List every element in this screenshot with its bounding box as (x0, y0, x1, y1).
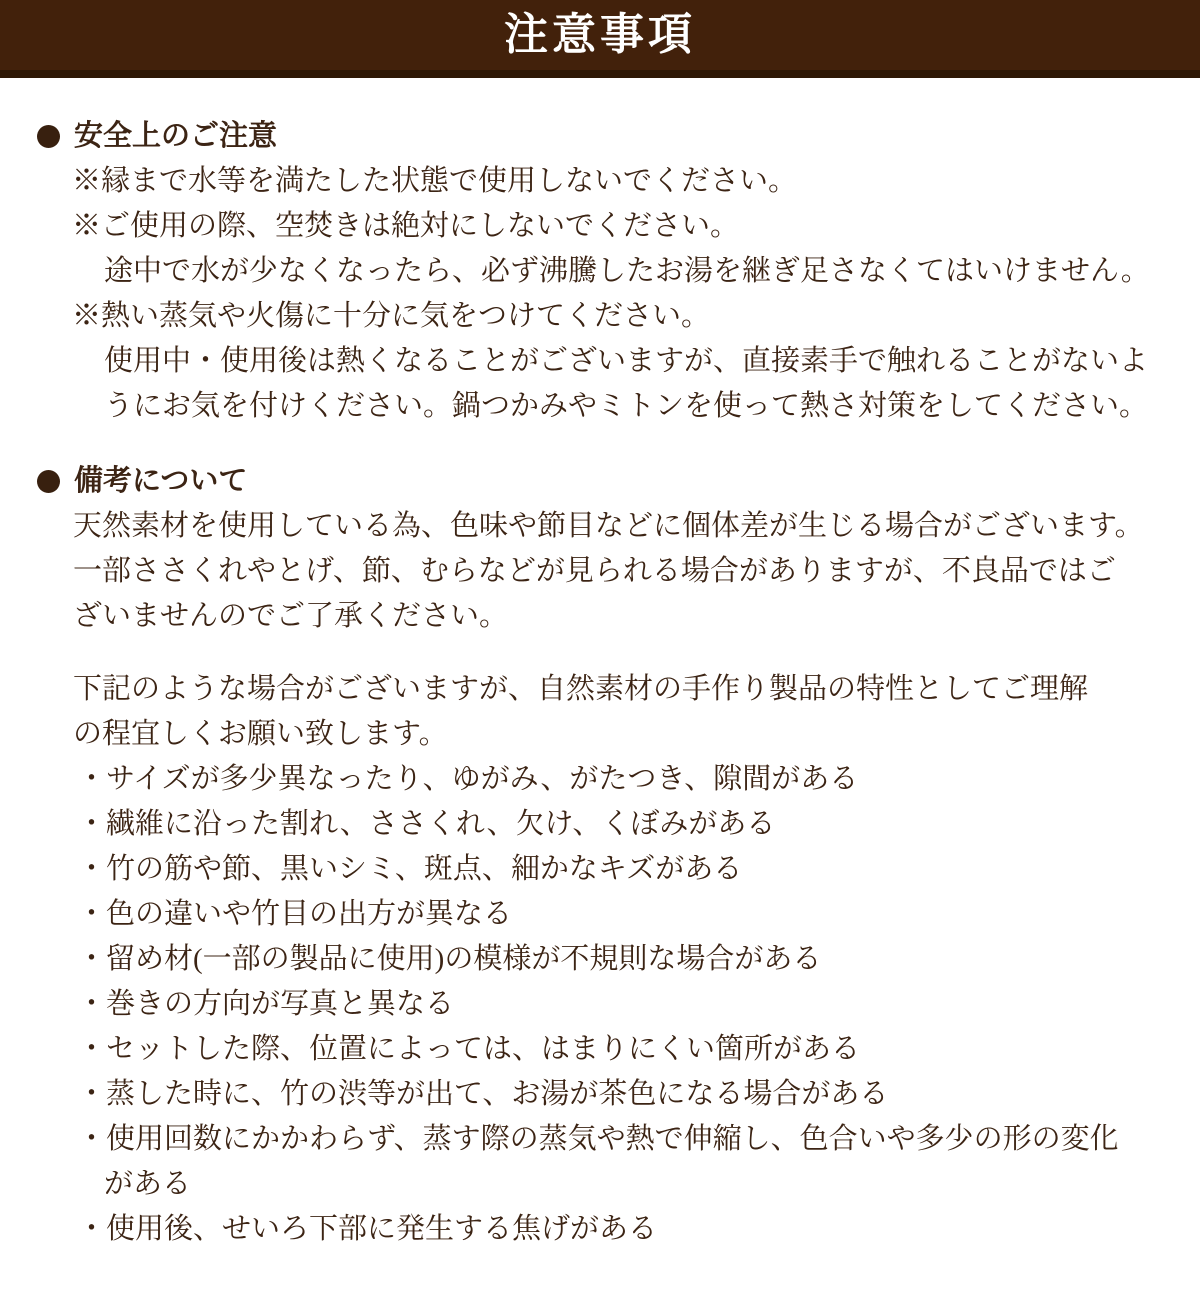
section-heading-label: 備考について (74, 465, 248, 497)
section-bullet-icon (37, 125, 60, 148)
text-line: ・使用後、せいろ下部に発生する焦げがある (77, 1213, 658, 1245)
content (0, 78, 1200, 1252)
section-bullet-icon (37, 470, 60, 493)
notice-header (0, 0, 1200, 78)
text-line: ざいませんのでご了承ください。 (73, 600, 509, 632)
text-line: うにお気を付けください。鍋つかみやミトンを使って熱さ対策をしてください。 (104, 390, 1149, 422)
text-line: ・使用回数にかかわらず、蒸す際の蒸気や熱で伸縮し、色合いや多少の形の変化 (77, 1123, 1119, 1155)
section (37, 459, 1172, 1252)
text-line: 下記のような場合がございますが、自然素材の手作り製品の特性としてご理解 (73, 673, 1089, 705)
text-line: ・竹の筋や節、黒いシミ、斑点、細かなキズがある (77, 853, 743, 885)
blank-line (37, 639, 1172, 667)
text-line: 一部ささくれやとげ、節、むらなどが見られる場合がありますが、不良品ではご (73, 555, 1116, 587)
section (37, 114, 1172, 429)
text-line: ※縁まで水等を満たした状態で使用しないでください。 (72, 165, 798, 197)
section-heading (37, 459, 1172, 504)
text-line: の程宜しくお願い致します。 (73, 718, 448, 750)
page-title: 注意事項 (504, 10, 696, 59)
text-line: ・繊維に沿った割れ、ささくれ、欠け、くぼみがある (77, 808, 776, 840)
section-heading (37, 114, 1172, 159)
text-line: 使用中・使用後は熱くなることがございますが、直接素手で触れることがないよ (104, 345, 1149, 377)
text-line: ・色の違いや竹目の出方が異なる (77, 898, 513, 930)
text-line: ・留め材(一部の製品に使用)の模様が不規則な場合がある (77, 943, 822, 975)
text-line: ・巻きの方向が写真と異なる (77, 988, 455, 1020)
text-line: ・セットした際、位置によっては、はまりにくい箇所がある (77, 1033, 861, 1065)
text-line: ・蒸した時に、竹の渋等が出て、お湯が茶色になる場合がある (77, 1078, 889, 1110)
text-line: がある (104, 1168, 192, 1200)
section-heading-label: 安全上のご注意 (74, 120, 278, 152)
text-line: 天然素材を使用している為、色味や節目などに個体差が生じる場合がございます。 (73, 510, 1144, 542)
text-line: ※ご使用の際、空焚きは絶対にしないでください。 (72, 210, 740, 242)
text-line: 途中で水が少なくなったら、必ず沸騰したお湯を継ぎ足さなくてはいけません。 (104, 255, 1150, 287)
text-line: ※熱い蒸気や火傷に十分に気をつけてください。 (72, 300, 711, 332)
text-line: ・サイズが多少異なったり、ゆがみ、がたつき、隙間がある (77, 763, 859, 795)
